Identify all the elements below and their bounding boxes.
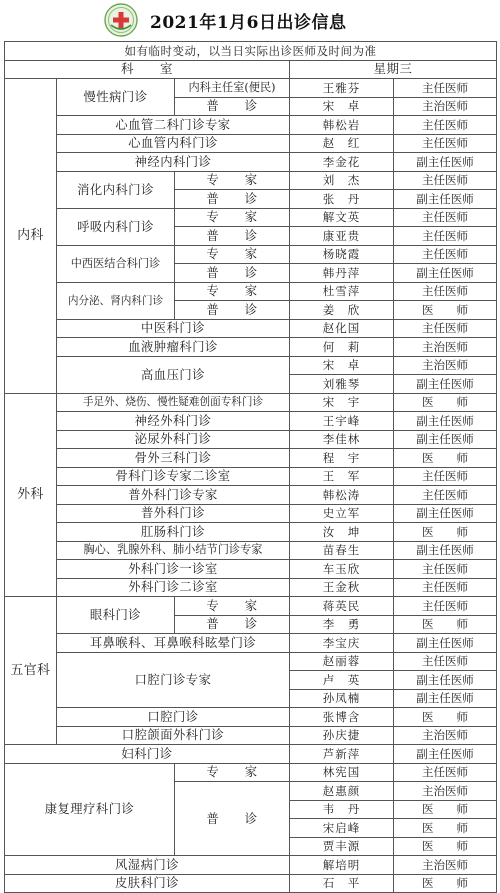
sub-clinic: 专 家 [175, 597, 290, 616]
page-title: 2021年1月6日出诊信息 [150, 13, 347, 33]
table-row [5, 578, 497, 597]
doctor-title: 副主任医师 [394, 745, 497, 764]
sub-clinic: 专 家 [175, 282, 290, 301]
doctor-name: 苗春生 [290, 541, 394, 560]
dept-name: 皮肤科门诊 [5, 874, 290, 893]
doctor-name: 史立军 [290, 504, 394, 523]
category-five-senses: 五官科 [5, 597, 57, 745]
doctor-name: 杜雪萍 [290, 282, 394, 301]
table-row [5, 393, 497, 412]
doctor-title: 主治医师 [394, 856, 497, 875]
doctor-title: 主任医师 [394, 116, 497, 135]
dept-name: 慢性病门诊 [57, 79, 175, 116]
doctor-title: 医 师 [394, 615, 497, 634]
doctor-title: 医 师 [394, 837, 497, 856]
doctor-title: 副主任医师 [394, 264, 497, 283]
doctor-name: 何 莉 [290, 338, 394, 357]
sub-clinic: 普 诊 [175, 782, 290, 856]
table-row [5, 79, 497, 98]
table-row [5, 282, 497, 301]
doctor-title: 主任医师 [394, 171, 497, 190]
doctor-title: 主任医师 [394, 486, 497, 505]
dept-name: 妇科门诊 [5, 745, 290, 764]
table-row [5, 356, 497, 375]
dept-name: 血液肿瘤科门诊 [57, 338, 290, 357]
doctor-title: 副主任医师 [394, 375, 497, 394]
table-row [5, 726, 497, 745]
doctor-name: 刘 杰 [290, 171, 394, 190]
doctor-name: 杨晓霞 [290, 245, 394, 264]
doctor-title: 副主任医师 [394, 190, 497, 209]
table-row [5, 449, 497, 468]
table-row [5, 597, 497, 616]
doctor-name: 汝 坤 [290, 523, 394, 542]
doctor-name: 赵惠颜 [290, 782, 394, 801]
dept-name: 普外科门诊专家 [57, 486, 290, 505]
doctor-name: 王宇峰 [290, 412, 394, 431]
dept-name: 眼科门诊 [57, 597, 175, 634]
doctor-title: 主治医师 [394, 726, 497, 745]
doctor-title: 副主任医师 [394, 541, 497, 560]
doctor-name: 李佳林 [290, 430, 394, 449]
doctor-name: 李金花 [290, 153, 394, 172]
schedule-table [4, 41, 497, 893]
doctor-name: 李 勇 [290, 615, 394, 634]
sub-clinic: 普 诊 [175, 227, 290, 246]
doctor-name: 康亚贵 [290, 227, 394, 246]
doctor-title: 主任医师 [394, 467, 497, 486]
table-row [5, 171, 497, 190]
table-row [5, 430, 497, 449]
dept-name: 骨外三科门诊 [57, 449, 290, 468]
table-row [5, 856, 497, 875]
doctor-name: 李宝庆 [290, 634, 394, 653]
doctor-name: 宋 卓 [290, 356, 394, 375]
dept-name: 外科门诊二诊室 [57, 578, 290, 597]
dept-name: 口腔颌面外科门诊 [57, 726, 290, 745]
dept-name: 心血管内科门诊 [57, 134, 290, 153]
doctor-name: 解文英 [290, 208, 394, 227]
doctor-title: 医 师 [394, 708, 497, 727]
doctor-title: 主任医师 [394, 134, 497, 153]
sub-clinic: 专 家 [175, 208, 290, 227]
sub-clinic: 专 家 [175, 245, 290, 264]
table-row [5, 412, 497, 431]
dept-name: 高血压门诊 [57, 356, 290, 393]
doctor-name: 芦新萍 [290, 745, 394, 764]
doctor-name: 宋 宇 [290, 393, 394, 412]
doctor-title: 医 师 [394, 874, 497, 893]
doctor-title: 医 师 [394, 800, 497, 819]
sub-clinic: 普 诊 [175, 264, 290, 283]
doctor-title: 主任医师 [394, 227, 497, 246]
table-row [5, 634, 497, 653]
doctor-name: 韦 丹 [290, 800, 394, 819]
table-row [5, 874, 497, 893]
doctor-title: 主任医师 [394, 578, 497, 597]
doctor-title: 主任医师 [394, 319, 497, 338]
doctor-name: 解培明 [290, 856, 394, 875]
doctor-title: 副主任医师 [394, 412, 497, 431]
dept-name: 心血管二科门诊专家 [57, 116, 290, 135]
dept-name: 中医科门诊 [57, 319, 290, 338]
doctor-name: 赵 红 [290, 134, 394, 153]
doctor-title: 主治医师 [394, 97, 497, 116]
doctor-name: 张博含 [290, 708, 394, 727]
doctor-title: 医 师 [394, 301, 497, 320]
doctor-name: 赵丽蓉 [290, 652, 394, 671]
doctor-name: 石 平 [290, 874, 394, 893]
dept-name: 泌尿外科门诊 [57, 430, 290, 449]
dept-name: 神经外科门诊 [57, 412, 290, 431]
category-surgery: 外科 [5, 393, 57, 597]
dept-name: 康复理疗科门诊 [5, 763, 175, 856]
table-row [5, 134, 497, 153]
doctor-title: 医 师 [394, 819, 497, 838]
doctor-name: 孙庆捷 [290, 726, 394, 745]
doctor-title: 副主任医师 [394, 504, 497, 523]
table-row [5, 467, 497, 486]
doctor-title: 副主任医师 [394, 634, 497, 653]
table-row [5, 560, 497, 579]
doctor-title: 主任医师 [394, 763, 497, 782]
doctor-title: 主治医师 [394, 338, 497, 357]
doctor-title: 主任医师 [394, 79, 497, 98]
doctor-title: 主治医师 [394, 356, 497, 375]
table-row [5, 708, 497, 727]
doctor-name: 刘雅琴 [290, 375, 394, 394]
table-row [5, 338, 497, 357]
doctor-title: 医 师 [394, 449, 497, 468]
doctor-name: 王金秋 [290, 578, 394, 597]
table-row [5, 745, 497, 764]
doctor-title: 主任医师 [394, 597, 497, 616]
doctor-name: 韩松岩 [290, 116, 394, 135]
sub-clinic: 内科主任室(便民) [175, 79, 290, 98]
doctor-name: 张 丹 [290, 190, 394, 209]
doctor-title: 副主任医师 [394, 671, 497, 690]
dept-name: 口腔门诊专家 [57, 652, 290, 708]
doctor-name: 赵化国 [290, 319, 394, 338]
table-row [5, 153, 497, 172]
table-row [5, 763, 497, 782]
doctor-title: 医 师 [394, 393, 497, 412]
doctor-title: 主任医师 [394, 208, 497, 227]
doctor-title: 主治医师 [394, 782, 497, 801]
table-row [5, 523, 497, 542]
doctor-name: 卢 英 [290, 671, 394, 690]
sub-clinic: 普 诊 [175, 190, 290, 209]
sub-clinic: 普 诊 [175, 615, 290, 634]
doctor-name: 宋 卓 [290, 97, 394, 116]
table-row [5, 541, 497, 560]
sub-clinic: 普 诊 [175, 97, 290, 116]
table-row [5, 208, 497, 227]
dept-column-header: 科 室 [5, 60, 290, 79]
table-row [5, 652, 497, 671]
doctor-name: 林宪国 [290, 763, 394, 782]
doctor-name: 姜 欣 [290, 301, 394, 320]
doctor-name: 孙凤楠 [290, 689, 394, 708]
day-column-header: 星期三 [290, 60, 497, 79]
dept-name: 呼吸内科门诊 [57, 208, 175, 245]
dept-name: 神经内科门诊 [57, 153, 290, 172]
doctor-name: 王 军 [290, 467, 394, 486]
table-row [5, 116, 497, 135]
doctor-title: 副主任医师 [394, 689, 497, 708]
dept-name: 普外科门诊 [57, 504, 290, 523]
doctor-title: 主任医师 [394, 245, 497, 264]
dept-name: 内分泌、肾内科门诊 [57, 282, 175, 319]
doctor-name: 车玉欣 [290, 560, 394, 579]
doctor-title: 副主任医师 [394, 153, 497, 172]
dept-name: 胸心、乳腺外科、肺小结节门诊专家 [57, 541, 290, 560]
doctor-title: 主任医师 [394, 652, 497, 671]
doctor-title: 医 师 [394, 523, 497, 542]
sub-clinic: 专 家 [175, 171, 290, 190]
doctor-name: 程 宇 [290, 449, 394, 468]
table-row [5, 486, 497, 505]
doctor-name: 蒋英民 [290, 597, 394, 616]
dept-name: 中西医结合科门诊 [57, 245, 175, 282]
dept-name: 肛肠科门诊 [57, 523, 290, 542]
table-row [5, 245, 497, 264]
dept-name: 耳鼻喉科、耳鼻喉科眩晕门诊 [57, 634, 290, 653]
doctor-name: 宋启峰 [290, 819, 394, 838]
dept-name: 手足外、烧伤、慢性疑难创面专科门诊 [57, 393, 290, 412]
doctor-name: 贾丰源 [290, 837, 394, 856]
dept-name: 消化内科门诊 [57, 171, 175, 208]
table-row [5, 319, 497, 338]
doctor-name: 韩松涛 [290, 486, 394, 505]
doctor-title: 主任医师 [394, 560, 497, 579]
page-header [0, 0, 500, 40]
category-internal: 内科 [5, 79, 57, 394]
doctor-name: 韩丹萍 [290, 264, 394, 283]
table-row [5, 504, 497, 523]
notice-text: 如有临时变动，以当日实际出诊医师及时间为准 [5, 42, 497, 61]
sub-clinic: 普 诊 [175, 301, 290, 320]
doctor-title: 主任医师 [394, 282, 497, 301]
hospital-logo-icon [104, 3, 138, 37]
dept-name: 口腔门诊 [57, 708, 290, 727]
doctor-name: 王雅芬 [290, 79, 394, 98]
dept-name: 风湿病门诊 [5, 856, 290, 875]
dept-name: 外科门诊一诊室 [57, 560, 290, 579]
dept-name: 骨科门诊专家二诊室 [57, 467, 290, 486]
sub-clinic: 专 家 [175, 763, 290, 782]
doctor-title: 副主任医师 [394, 430, 497, 449]
